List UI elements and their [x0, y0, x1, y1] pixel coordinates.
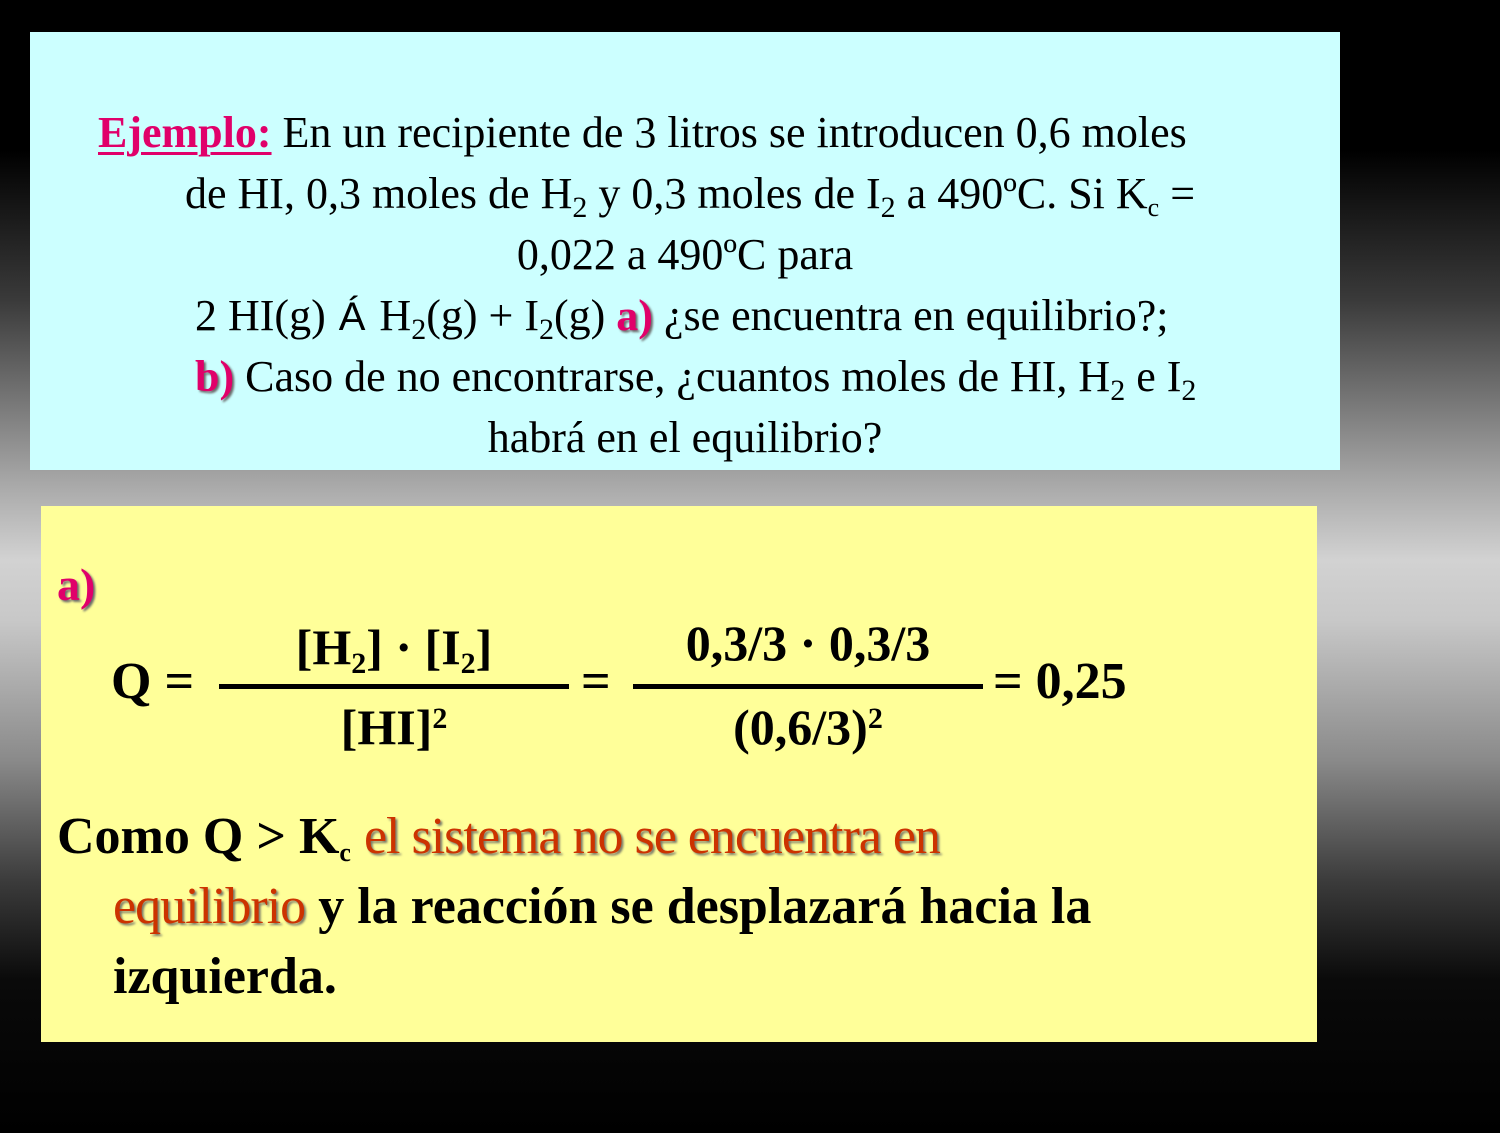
- part-b-label: b): [195, 352, 235, 401]
- reaction-product-i: (g) + I: [426, 291, 539, 340]
- fraction-1-denominator: [219, 698, 569, 756]
- question-b: Caso de no encontrarse, ¿cuantos moles de HI, H: [234, 352, 1111, 401]
- conclusion-highlight-2: equilibrio: [113, 878, 306, 935]
- problem-line-6: habrá en el equilibrio?: [487, 413, 883, 462]
- frac2-den: (0,6/3): [733, 699, 868, 755]
- problem-panel: [30, 32, 1340, 470]
- subscript: 2: [1110, 374, 1126, 407]
- subscript: c: [339, 838, 351, 867]
- conclusion-line-3: izquierda.: [113, 948, 337, 1005]
- conclusion: [57, 802, 1297, 1012]
- subscript: 2: [411, 313, 427, 346]
- subscript: c: [1147, 193, 1160, 222]
- q-label: Q =: [111, 653, 195, 710]
- question-a: ¿se encuentra en equilibrio?;: [652, 291, 1169, 340]
- subscript: 2: [880, 191, 896, 224]
- problem-text-1: En un recipiente de 3 litros se introducen 0,6 moles: [282, 108, 1187, 157]
- superscript: 2: [867, 702, 883, 735]
- fraction-2-denominator: [633, 698, 983, 756]
- problem-line-3: 0,022 a 490ºC para: [516, 230, 854, 279]
- frac1-den: [HI]: [340, 699, 433, 755]
- conclusion-text-b: y la reacción se desplazará hacia la: [305, 878, 1092, 935]
- subscript: 2: [1181, 374, 1197, 407]
- frac1-num-b: ] · [I: [366, 619, 461, 675]
- reaction-reactant: 2 HI(g): [195, 291, 326, 340]
- reaction-product-end: (g): [553, 291, 606, 340]
- superscript: 2: [432, 702, 448, 735]
- subscript: 2: [351, 647, 367, 680]
- fraction-1-bar: [219, 684, 569, 689]
- problem-line-5: [195, 346, 1196, 407]
- conclusion-line-2: [57, 872, 1297, 942]
- subscript: 2: [460, 647, 476, 680]
- subscript: 2: [572, 191, 588, 224]
- problem-text-2b: y 0,3 moles de I: [587, 169, 881, 218]
- problem-line-1: [98, 102, 1187, 163]
- frac1-num-a: [H: [295, 619, 352, 675]
- problem-line-2: [185, 163, 1195, 224]
- fraction-2-bar: [633, 684, 983, 689]
- solution-part-label: a): [57, 559, 96, 610]
- equals-sign: =: [581, 653, 611, 710]
- subscript: 2: [538, 313, 554, 346]
- fraction-2-numerator: 0,3/3 · 0,3/3: [685, 615, 931, 671]
- part-a-label: a): [616, 291, 653, 340]
- problem-text-2c: a 490ºC. Si K: [895, 169, 1148, 218]
- frac1-num-c: ]: [475, 619, 493, 675]
- conclusion-highlight-1: el sistema no se encuentra en: [363, 808, 940, 865]
- problem-text-2a: de HI, 0,3 moles de H: [185, 169, 573, 218]
- reaction-product-h: H: [379, 291, 412, 340]
- solution-panel: [41, 506, 1317, 1042]
- problem-text-2d: =: [1159, 169, 1196, 218]
- conclusion-text-a: Como Q > K: [57, 808, 340, 865]
- q-result: = 0,25: [993, 653, 1127, 710]
- question-b-cont: e I: [1125, 352, 1182, 401]
- conclusion-line-1: [57, 802, 1297, 872]
- fraction-1-numerator: [219, 618, 569, 680]
- equilibrium-arrow-glyph: Á: [338, 295, 366, 339]
- problem-line-4: [195, 285, 1169, 348]
- ejemplo-label: Ejemplo:: [98, 108, 272, 157]
